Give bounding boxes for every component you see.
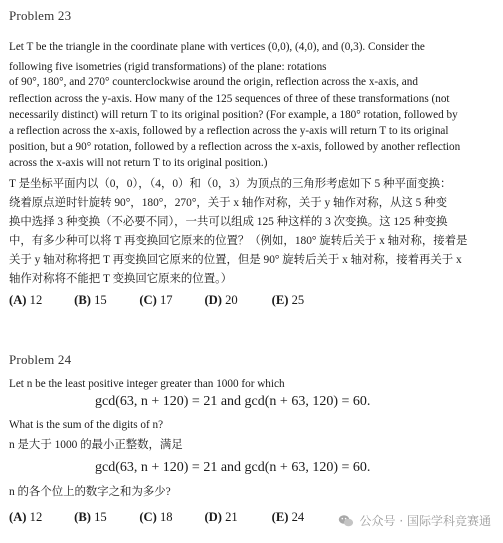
problem-24-formula: gcd(63, n + 120) = 21 and gcd(n + 63, 120) = 60. xyxy=(95,394,371,409)
choice-b: (B) 15 xyxy=(74,293,107,307)
choice-e: (E) 25 xyxy=(271,293,305,307)
problem-23-line-8: across the x-axis will not return T to its original position.) xyxy=(9,157,268,169)
problem-23-heading: Problem 23 xyxy=(9,8,72,23)
problem-23-line-6: a reflection across the x-axis, followed by a reflection across the y-axis will return T to its original xyxy=(9,125,449,137)
problem-24-zh-intro: n 是大于 1000 的最小正整数，满足 xyxy=(9,439,183,451)
problem-23-zh-line-4: 中，有多少种可以将 T 再变换回它原来的位置？（例如，180° 旋转后关于 x 轴对称，接着是 xyxy=(9,235,468,247)
choice-a: (A) 12 xyxy=(9,293,43,307)
problem-23-line-1: Let T be the triangle in the coordinate plane with vertices (0,0), (4,0), and (0,3). Consider the xyxy=(9,41,425,53)
problem-24-heading: Problem 24 xyxy=(9,352,72,367)
problem-23-zh-line-5: 关于 y 轴对称将把 T 再变换回它原来的位置，但是 90° 旋转后关于 x 轴对称，接着再关于 x xyxy=(9,254,462,266)
problem-24-question: What is the sum of the digits of n? xyxy=(9,419,164,431)
choice-e: (E) 24 xyxy=(271,510,305,524)
problem-24-intro: Let n be the least positive integer greater than 1000 for which xyxy=(9,378,285,390)
problem-23-line-5: necessarily distinct) will return T to its original position? (For example, a 180° rotation, followed by xyxy=(9,109,458,121)
problem-23-line-7: position, but a 90° rotation, followed by a reflection across the x-axis, followed by another reflection xyxy=(9,141,461,153)
wechat-icon xyxy=(338,513,354,529)
watermark-text: 公众号 · 国际学科竞赛通 xyxy=(359,514,491,528)
watermark xyxy=(338,512,491,529)
choice-d: (D) 20 xyxy=(204,293,238,307)
problem-23-choices xyxy=(9,293,304,308)
problem-23-line-4: reflection across the y-axis. How many of the 125 sequences of three of these transformations (not xyxy=(9,93,450,105)
problem-23-zh-line-6: 轴作对称将不能把 T 变换回它原来的位置。） xyxy=(9,273,233,285)
problem-24-choices xyxy=(9,510,304,525)
choice-c: (C) 18 xyxy=(139,510,173,524)
choice-c: (C) 17 xyxy=(139,293,173,307)
choice-b: (B) 15 xyxy=(74,510,107,524)
problem-23-zh-line-3: 换中选择 3 种变换（不必要不同），一共可以组成 125 种这样的 3 次变换。这 125 种变换 xyxy=(9,216,448,228)
choice-a: (A) 12 xyxy=(9,510,43,524)
problem-23-line-3: of 90°, 180°, and 270° counterclockwise around the origin, reflection across the x-axis, and xyxy=(9,76,418,88)
problem-24-zh-formula: gcd(63, n + 120) = 21 and gcd(n + 63, 120) = 60. xyxy=(95,460,371,475)
problem-23-line-2: following five isometries (rigid transformations) of the plane: rotations xyxy=(9,61,327,73)
choice-d: (D) 21 xyxy=(204,510,238,524)
problem-24-zh-question: n 的各个位上的数字之和为多少? xyxy=(9,486,171,498)
problem-23-zh-line-1: T 是坐标平面内以（0，0），（4，0）和（0，3）为顶点的三角形考虑如下 5 种平面变换： xyxy=(9,178,452,190)
problem-23-zh-line-2: 绕着原点逆时针旋转 90°，180°，270°，关于 x 轴作对称，关于 y 轴作对称，从这 5 种变 xyxy=(9,197,447,209)
